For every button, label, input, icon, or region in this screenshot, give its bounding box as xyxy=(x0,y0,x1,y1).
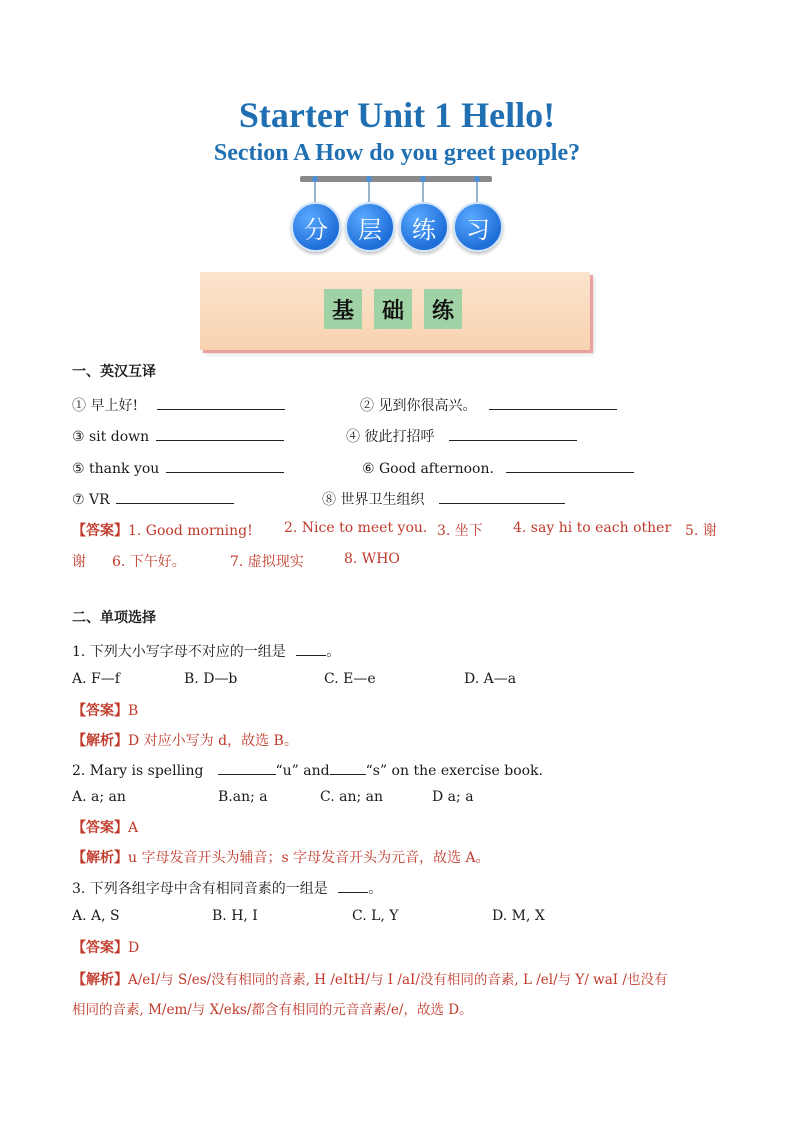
question-stem: 3. 下列各组字母中含有相同音素的一组是 。 xyxy=(72,878,382,898)
option-c[interactable]: C. an; an xyxy=(320,789,384,805)
translate-item: ② 见到你很高兴。 xyxy=(360,395,617,415)
page-title: Starter Unit 1 Hello! xyxy=(238,95,556,135)
answer-text: 8. WHO xyxy=(344,551,400,567)
blank-line[interactable] xyxy=(156,426,284,441)
answer-line xyxy=(72,520,253,540)
option-c[interactable]: C. L, Y xyxy=(352,908,399,924)
decor-dot xyxy=(474,176,480,182)
section-heading: 二、单项选择 xyxy=(72,610,156,626)
option-b[interactable]: B.an; a xyxy=(218,789,268,805)
blank-line[interactable] xyxy=(296,641,326,656)
blank-line[interactable] xyxy=(439,489,565,504)
blank-line[interactable] xyxy=(489,395,617,410)
translate-item: ⑤ thank you xyxy=(72,458,284,477)
translate-item: ⑥ Good afternoon. xyxy=(362,458,634,477)
translate-item: ⑦ VR xyxy=(72,489,234,508)
answer-line: 【答案】A xyxy=(72,820,139,836)
blank-line[interactable] xyxy=(116,489,234,504)
blank-line[interactable] xyxy=(449,426,577,441)
option-d[interactable]: D a; a xyxy=(432,789,474,805)
blank-line[interactable] xyxy=(218,760,276,775)
answer-text: 2. Nice to meet you. xyxy=(284,520,428,536)
decor-dot xyxy=(366,176,372,182)
option-b[interactable]: B. D—b xyxy=(184,671,238,687)
banner-char: 练 xyxy=(424,289,462,329)
option-a[interactable]: A. a; an xyxy=(72,789,126,805)
option-b[interactable]: B. H, I xyxy=(212,908,258,924)
answer-text: 4. say hi to each other xyxy=(513,520,672,536)
blank-line[interactable] xyxy=(166,458,284,473)
analysis-line: 【解析】A/eI/与 S/es/没有相同的音素, H /eItH/与 I /aI/没有相同的音素, L /el/与 Y/ waI /也没有 xyxy=(72,972,668,988)
banner-char: 基 xyxy=(324,289,362,329)
banner-label xyxy=(324,289,464,331)
answer-text: 6. 下午好。 xyxy=(112,554,186,570)
analysis-line: 【解析】u 字母发音开头为辅音；s 字母发音开头为元音，故选 A。 xyxy=(72,850,490,866)
decor-rail xyxy=(300,176,492,182)
answer-line: 【答案】B xyxy=(72,703,139,719)
decor-stem xyxy=(368,180,370,202)
option-a[interactable]: A. A, S xyxy=(72,908,120,924)
circle-badge: 层 xyxy=(345,202,395,252)
translate-item: ③ sit down xyxy=(72,426,284,445)
decor-stem xyxy=(422,180,424,202)
circle-badge: 习 xyxy=(453,202,503,252)
blank-line[interactable] xyxy=(338,878,368,893)
answer-text: 1. Good morning! xyxy=(128,523,253,539)
page-subtitle: Section A How do you greet people? xyxy=(213,140,581,166)
section-heading: 一、英汉互译 xyxy=(72,364,156,380)
answer-text: 3. 坐下 xyxy=(437,523,483,539)
answer-tag: 【答案】 xyxy=(72,523,128,539)
blank-line[interactable] xyxy=(330,760,366,775)
option-a[interactable]: A. F—f xyxy=(72,671,120,687)
question-stem: 1. 下列大小写字母不对应的一组是 。 xyxy=(72,641,340,661)
question-stem: 2. Mary is spelling “u” and “s” on the exercise book. xyxy=(72,760,543,779)
answer-text: 7. 虚拟现实 xyxy=(230,554,304,570)
blank-line[interactable] xyxy=(157,395,285,410)
translate-item: ① 早上好! xyxy=(72,395,285,415)
circle-badge: 分 xyxy=(291,202,341,252)
decor-dot xyxy=(312,176,318,182)
analysis-line: 【解析】D 对应小写为 d，故选 B。 xyxy=(72,733,298,749)
translate-item: ⑧ 世界卫生组织 xyxy=(322,489,565,509)
answer-line: 【答案】D xyxy=(72,940,140,956)
answer-text: 5. 谢 xyxy=(685,523,717,539)
option-c[interactable]: C. E—e xyxy=(324,671,376,687)
blank-line[interactable] xyxy=(506,458,634,473)
decor-stem xyxy=(476,180,478,202)
banner-char: 础 xyxy=(374,289,412,329)
option-d[interactable]: D. M, X xyxy=(492,908,545,924)
circle-badge: 练 xyxy=(399,202,449,252)
analysis-line-cont: 相同的音素, M/em/与 X/eks/都含有相同的元音音素/e/，故选 D。 xyxy=(72,1002,473,1018)
decor-stem xyxy=(314,180,316,202)
answer-text: 谢 xyxy=(72,554,86,570)
decor-dot xyxy=(420,176,426,182)
translate-item: ④ 彼此打招呼 xyxy=(346,426,577,446)
option-d[interactable]: D. A—a xyxy=(464,671,517,687)
